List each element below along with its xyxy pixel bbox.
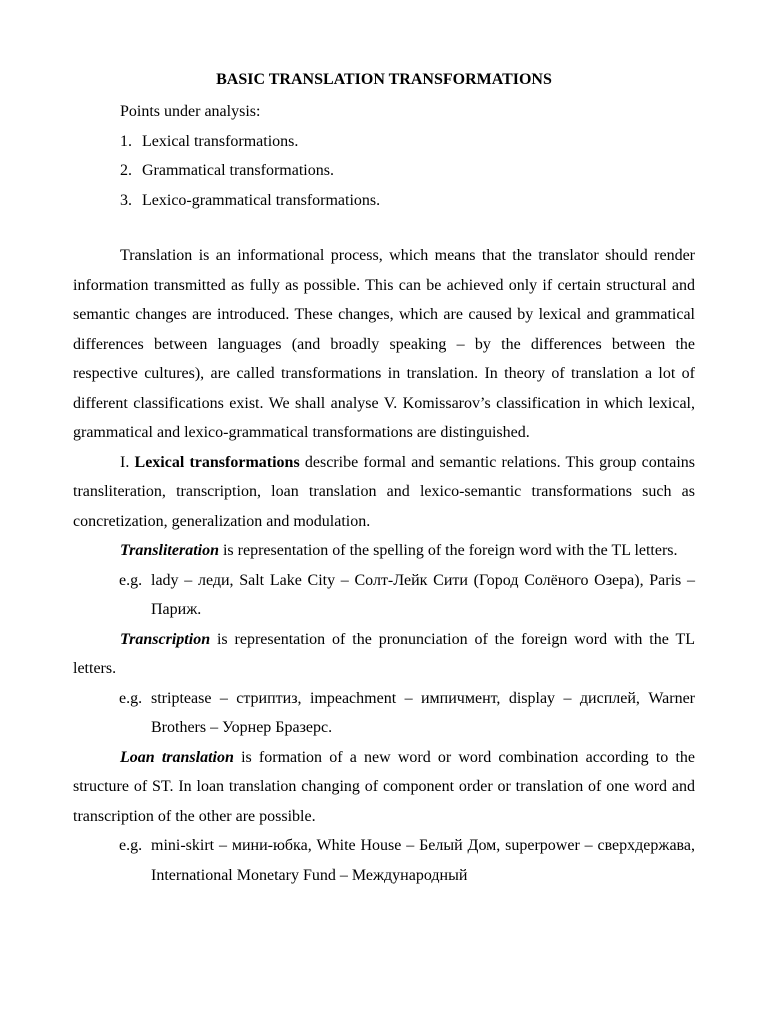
transliteration-definition: is representation of the spelling of the foreign word with the TL letters. — [222, 542, 678, 559]
loan-translation-term: Loan translation — [120, 748, 234, 766]
section-prefix: I. — [120, 453, 130, 471]
example-marker: e.g. — [119, 837, 143, 854]
loan-translation-paragraph — [73, 743, 695, 832]
outline-item-text: Lexico-grammatical transformations. — [142, 191, 381, 209]
outline-item — [120, 186, 380, 216]
loan-translation-example — [73, 831, 695, 890]
document-body — [73, 241, 695, 890]
transliteration-paragraph — [73, 536, 695, 566]
outline-item-number: 2. — [120, 162, 132, 179]
transcription-definition: is representation of the pronunciation of the foreign word with the TL letters. — [73, 630, 696, 677]
outline-item — [120, 127, 380, 157]
example-marker: e.g. — [119, 689, 143, 707]
outline-heading: Points under analysis: — [120, 103, 261, 120]
outline-item-number: 1. — [120, 132, 132, 150]
example-text: lady – леди, Salt Lake City – Солт-Лейк Сити (Город Солёного Озера), Paris – Париж. — [151, 571, 695, 618]
outline-item-number: 3. — [120, 191, 132, 209]
lexical-transformations-paragraph — [73, 448, 695, 537]
transcription-term: Transcription — [120, 630, 211, 648]
example-text: mini-skirt – мини-юбка, White House – Белый Дом, superpower – сверхдержава, International Monetary Fund – Международный — [151, 837, 695, 884]
transliteration-example — [73, 566, 695, 625]
outline-item-text: Lexical transformations. — [142, 132, 299, 150]
document-title: BASIC TRANSLATION TRANSFORMATIONS — [216, 71, 552, 88]
transliteration-term: Transliteration — [120, 542, 219, 559]
loan-translation-definition: is formation of a new word or word combination according to the structure of ST. In loan translation changing of component order or translation of one word and transcription of the other are possible. — [73, 748, 696, 825]
intro-paragraph: Translation is an informational process, which means that the translator should render information transmitted as fully as possible. This can be achieved only if certain structural and semantic changes are introduced. These changes, which are caused by lexical and grammatical differences between languages (and broadly speaking – by the differences between the respective cultures), are called transformations in translation. In theory of translation a lot of different classifications exist. We shall analyse V. Komissarov’s classification in which lexical, grammatical and lexico-grammatical transformations are distinguished. — [73, 247, 695, 441]
outline-item — [120, 156, 380, 186]
section-text: describe formal and semantic relations. This group contains transliteration, transcription, loan translation and lexico-semantic transformations such as concretization, generalization and modulation. — [73, 453, 695, 530]
analysis-outline — [120, 97, 380, 215]
section-heading: Lexical transformations — [134, 453, 300, 471]
example-text: striptease – стриптиз, impeachment – импичмент, display – дисплей, Warner Brothers – Уорнер Бразерс. — [151, 689, 695, 736]
transcription-paragraph — [73, 625, 695, 684]
outline-item-text: Grammatical transformations. — [142, 162, 334, 179]
transcription-example — [73, 684, 695, 743]
example-marker: e.g. — [119, 571, 143, 589]
